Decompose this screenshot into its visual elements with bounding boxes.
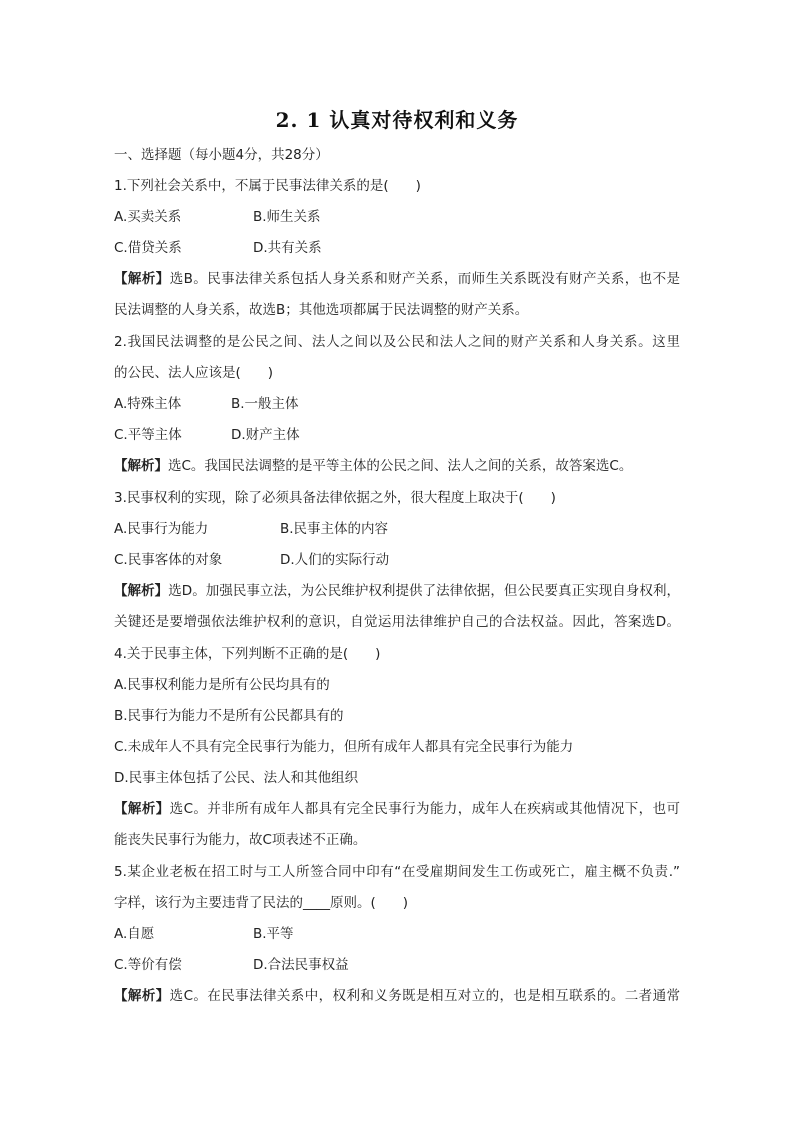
q4-analysis-line-2: 能丧失民事行为能力，故C项表述不正确。 [114,832,367,848]
q1-analysis-line-1: 【解析】选B。民事法律关系包括人身关系和财产关系，而师生关系既没有财产关系，也不是 [114,271,681,287]
q4-option-d: D.民事主体包括了公民、法人和其他组织 [114,770,359,786]
question-4-stem: 4.关于民事主体，下列判断不正确的是( ) [114,646,381,662]
question-3-options-row-1 [114,519,389,539]
question-2-options-row-1 [114,394,299,414]
q5-option-d: D.合法民事权益 [253,957,349,973]
question-3-stem: 3.民事权利的实现，除了必须具备法律依据之外，很大程度上取决于( ) [114,490,556,506]
question-1-options-row-1 [114,207,321,227]
question-5-options-row-2 [114,955,349,975]
question-5-options-row-1 [114,924,294,944]
q1-option-a: A.买卖关系 [114,209,182,225]
q2-option-d: D.财产主体 [231,427,300,443]
q1-option-d: D.共有关系 [253,240,322,256]
analysis-tag: 【解析】 [114,271,170,287]
q4-option-a: A.民事权利能力是所有公民均具有的 [114,677,330,693]
analysis-tag: 【解析】 [114,988,170,1004]
q5-option-b: B.平等 [253,926,294,942]
question-1-options-row-2 [114,238,322,258]
question-2-stem-line-2: 的公民、法人应该是( ) [114,365,274,381]
question-5-stem-line-1: 5.某企业老板在招工时与工人所签合同中印有“在受雇期间发生工伤或死亡，雇主概不负责.” [114,864,680,880]
q4-option-b: B.民事行为能力不是所有公民都具有的 [114,708,344,724]
analysis-tag: 【解析】 [114,458,168,474]
q5-analysis-line-1: 【解析】选C。在民事法律关系中，权利和义务既是相互对立的，也是相互联系的。二者通常 [114,988,680,1004]
q3-option-d: D.人们的实际行动 [280,552,390,568]
q2-option-c: C.平等主体 [114,427,182,443]
analysis-tag: 【解析】 [114,583,169,599]
page-title: 2. 1 认真对待权利和义务 [275,108,519,132]
q1-analysis-line-2: 民法调整的人身关系，故选B；其他选项都属于民法调整的财产关系。 [114,302,529,318]
question-3-options-row-2 [114,550,390,570]
q5-option-a: A.自愿 [114,926,155,942]
question-5-stem-line-2: 字样，该行为主要违背了民法的____原则。( ) [114,895,409,911]
q3-analysis-line-2: 关键还是要增强依法维护权利的意识，自觉运用法律维护自己的合法权益。因此，答案选D。 [114,614,680,630]
question-2-stem-line-1: 2.我国民法调整的是公民之间、法人之间以及公民和法人之间的财产关系和人身关系。这里 [114,334,680,350]
q4-option-c: C.未成年人不具有完全民事行为能力，但所有成年人都具有完全民事行为能力 [114,739,574,755]
q4-analysis-line-1: 【解析】选C。并非所有成年人都具有完全民事行为能力，成年人在疾病或其他情况下，也可 [114,801,680,817]
q3-option-a: A.民事行为能力 [114,521,209,537]
question-2-options-row-2 [114,425,300,445]
q1-option-c: C.借贷关系 [114,240,182,256]
q5-option-c: C.等价有偿 [114,957,182,973]
question-1-stem: 1.下列社会关系中，不属于民事法律关系的是( ) [114,178,421,194]
q1-option-b: B.师生关系 [253,209,321,225]
q3-option-b: B.民事主体的内容 [280,521,389,537]
q2-option-a: A.特殊主体 [114,396,182,412]
q3-analysis-line-1: 【解析】选D。加强民事立法，为公民维护权利提供了法律依据，但公民要真正实现自身权利， [114,583,681,599]
section-heading: 一、选择题（每小题4分，共28分） [114,147,329,163]
q2-option-b: B.一般主体 [231,396,299,412]
q3-option-c: C.民事客体的对象 [114,552,223,568]
analysis-tag: 【解析】 [114,801,170,817]
q2-analysis-line-1: 【解析】选C。我国民法调整的是平等主体的公民之间、法人之间的关系，故答案选C。 [114,458,633,474]
